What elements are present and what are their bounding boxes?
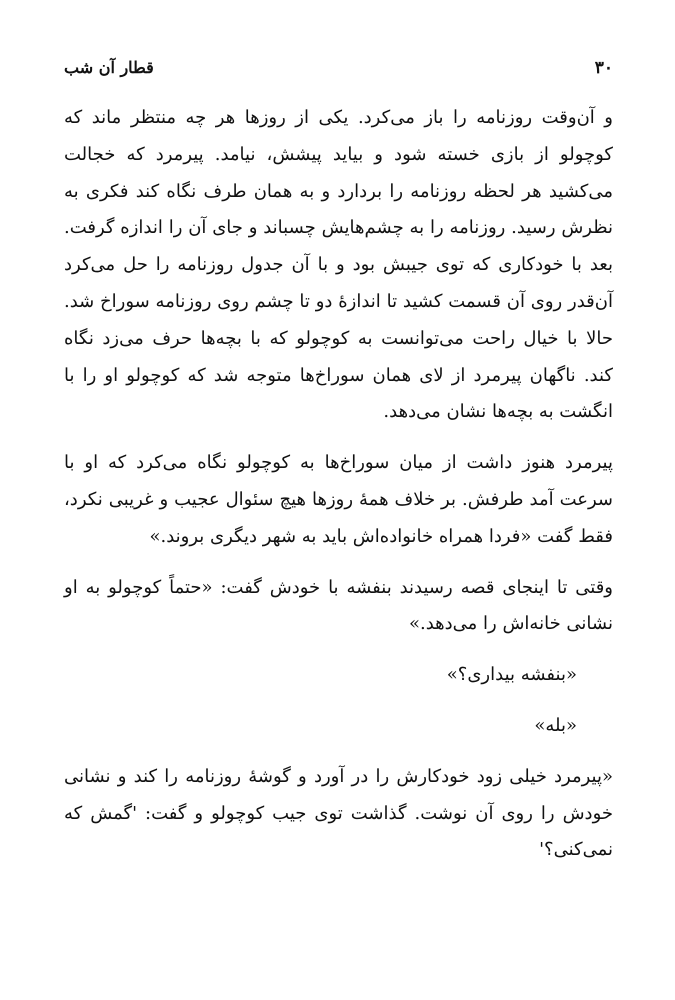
dialogue-line-1: «بنفشه بیداری؟»: [446, 664, 577, 686]
running-title: قطار آن شب: [64, 58, 154, 77]
paragraph-1: و آن‌وقت روزنامه را باز می‌کرد. یکی از روزها هر چه منتظر ماند که کوچولو از بازی خسته شود و بیاید پیشش، نیامد. پیرمرد که خجالت می‌کشید هر لحظه روزنامه را بردارد و به همان طرف نگاه کند فکری به نظرش رسید. روزنامه را به چشم‌هایش چسباند و جای آن را اندازه گرفت. بعد با خودکاری که توی جیبش بود و با آن جدول روزنامه را حل می‌کرد آن‌قدر روی آن قسمت کشید تا اندازهٔ دو تا چشم روی روزنامه سوراخ شد. حالا با خیال راحت می‌توانست به کوچولو که با بچه‌ها حرف می‌زد نگاه کند. ناگهان پیرمرد از لای همان سوراخ‌ها متوجه شد که کوچولو او را با انگشت به بچه‌ها نشان می‌دهد.: [64, 107, 613, 423]
body-text: [64, 100, 613, 869]
page-header: [64, 58, 613, 82]
paragraph-2: پیرمرد هنوز داشت از میان سوراخ‌ها به کوچولو نگاه می‌کرد که او با سرعت آمد طرفش. بر خلاف همهٔ روزها هیچ سئوال عجیب و غریبی نکرد، فقط گفت «فردا همراه خانواده‌اش باید به شهر دیگری بروند.»: [64, 452, 613, 547]
page-number: ۳۰: [594, 58, 613, 78]
paragraph-4: «پیرمرد خیلی زود خودکارش را در آورد و گوشهٔ روزنامه را کند و نشانی خودش را روی آن نوشت. گذاشت توی جیب کوچولو و گفت: 'گمش که نمی‌کنی؟': [64, 765, 613, 861]
dialogue-line-2: «بله»: [534, 714, 577, 736]
paragraph-3: وقتی تا اینجای قصه رسیدند بنفشه با خودش گفت: «حتماً کوچولو به او نشانی خانه‌اش را می‌دهد.»: [64, 576, 613, 635]
